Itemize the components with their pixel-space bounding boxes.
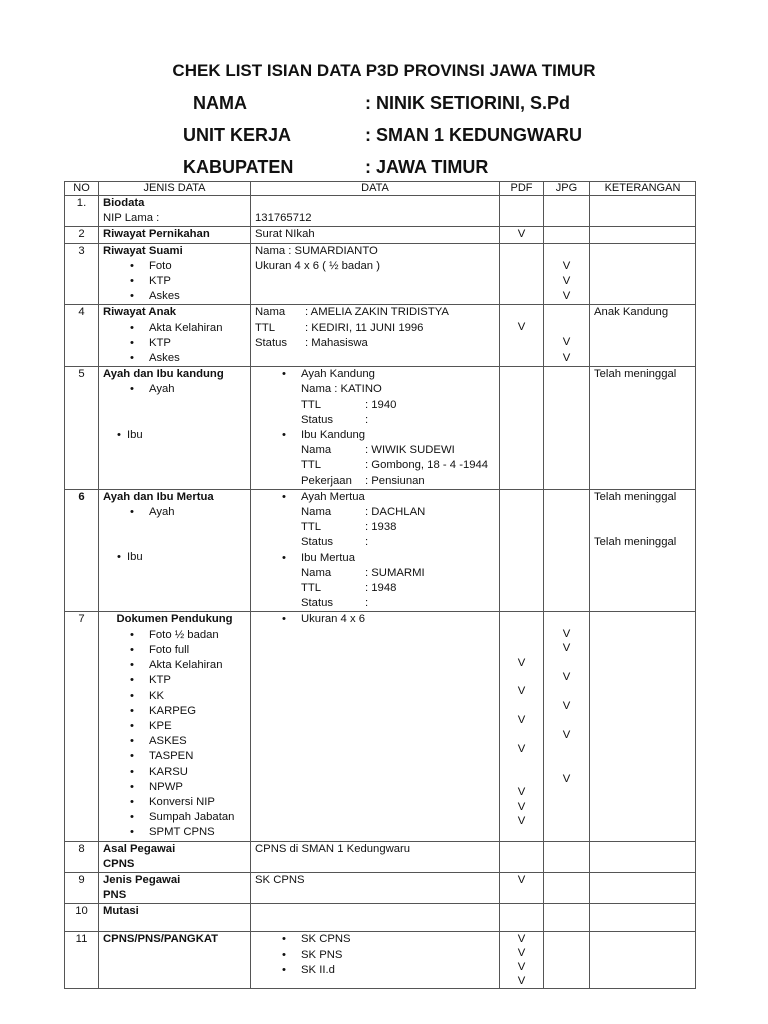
col-header-data: DATA [251,182,500,196]
header-value: : JAWA TIMUR [365,157,489,177]
header-row-kabupaten [0,157,768,181]
list-item: • KTP [103,673,246,688]
jpg-cell [544,932,590,989]
list-item: • Foto ½ badan [103,628,246,643]
jpg-check: V [562,290,571,303]
keterangan-cell [590,904,696,932]
data-field: TTL : 1938 [301,521,397,534]
jenis-data-cell [99,367,251,490]
data-subheading: • Ayah Kandung [255,367,495,382]
list-item: • KTP [103,336,246,351]
keterangan-cell [590,196,696,227]
row-title-2: CPNS [103,857,135,870]
keterangan-cell [590,872,696,903]
list-item: • Ibu [103,550,246,565]
row-title: Biodata [103,197,145,209]
row-number: 4 [65,305,99,367]
jpg-cell [544,872,590,903]
col-header-jenis-data: JENIS DATA [99,182,251,196]
data-value: CPNS di SMAN 1 Kedungwaru [251,841,500,872]
table-row [65,227,696,243]
pdf-cell [500,841,544,872]
data-field: Status : [301,536,369,549]
pdf-cell [500,612,544,841]
list-item: • KTP [103,274,246,289]
keterangan-cell [590,932,696,989]
list-item: • Konversi NIP [103,795,246,810]
jpg-check: V [562,259,571,272]
data-cell [251,904,500,932]
keterangan-cell [590,489,696,612]
pdf-check: V [517,714,526,727]
table-row [65,904,696,932]
table-row [65,196,696,227]
list-item: • Akta Kelahiran [103,321,246,336]
list-item: • ASKES [103,734,246,749]
table-row [65,489,696,612]
pdf-check: V [500,872,544,903]
data-field: Status : [301,597,369,610]
header-row-nama [0,93,768,117]
pdf-check: V [517,947,526,960]
data-value: Nama : KATINO [301,383,382,396]
list-item: • Foto [103,259,246,274]
list-item: • Foto full [103,643,246,658]
pdf-check [504,641,539,655]
data-subheading: • Ibu Mertua [255,551,495,566]
pdf-check: V [517,961,526,974]
list-item: • Askes [103,351,246,366]
page-title: CHEK LIST ISIAN DATA P3D PROVINSI JAWA TIMUR [172,61,596,80]
jpg-cell [544,489,590,612]
checklist-table [64,181,696,989]
list-item: • SK CPNS [255,932,495,947]
data-field: Status : [301,413,369,426]
pdf-check: V [517,685,526,698]
data-subheading: • Ibu Kandung [255,428,495,443]
jpg-cell [544,367,590,490]
pdf-check [504,612,539,626]
table-header-row [65,182,696,196]
pdf-check: V [517,814,526,827]
header-value: : NINIK SETIORINI, S.Pd [365,93,571,113]
pdf-check: V [517,656,526,669]
data-value: SK CPNS [251,872,500,903]
list-item: • SK PNS [255,948,495,963]
col-header-jpg: JPG [544,182,590,196]
jpg-check [548,714,585,729]
data-field: Pekerjaan : Pensiunan [301,474,425,487]
jpg-check [548,656,585,671]
pdf-cell [500,367,544,490]
header-label: KABUPATEN [183,157,294,177]
row-number: 3 [65,243,99,305]
row-title: Mutasi [99,904,251,932]
data-cell [251,367,500,490]
col-header-keterangan: KETERANGAN [590,182,696,196]
pdf-check: V [500,227,544,243]
jpg-check [548,685,585,700]
jpg-check [548,743,585,758]
header-value: : SMAN 1 KEDUNGWARU [365,125,583,145]
data-cell [251,489,500,612]
jpg-check: V [562,351,571,364]
jenis-data-cell [99,196,251,227]
pdf-check: V [517,743,526,755]
data-field: TTL : 1948 [301,582,397,595]
row-title: CPNS/PNS/PANGKAT [99,932,251,989]
pdf-check [504,728,539,742]
row-title: Riwayat Anak [103,306,177,319]
pdf-check: V [517,975,526,988]
jpg-check: V [562,642,571,655]
row-title: Dokumen Pendukung [116,613,233,626]
data-cell [251,932,500,989]
table-row [65,872,696,903]
data-field: Nama : DACHLAN [301,506,426,519]
row-title: Ayah dan Ibu Mertua [103,490,214,503]
jpg-check: V [562,700,571,713]
row-number: 6 [65,489,99,612]
list-item: • Askes [103,289,246,304]
jpg-cell [544,196,590,227]
keterangan-value: Telah meninggal [590,367,696,490]
jenis-data-cell [99,243,251,305]
list-item: • Akta Kelahiran [103,658,246,673]
jpg-check: V [562,627,571,640]
data-field: TTL : 1940 [301,398,397,411]
list-item: • KARPEG [103,704,246,719]
keterangan-value: Anak Kandung [590,305,696,367]
data-field: TTL : Gombong, 18 - 4 -1944 [301,459,489,472]
row-title: Jenis Pegawai [103,873,181,886]
keterangan-value: Telah meninggal [594,490,677,503]
data-subheading: • Ayah Mertua [255,490,495,505]
row-number: 1. [65,196,99,227]
list-item: • TASPEN [103,749,246,764]
list-item: • KARSU [103,765,246,780]
pdf-check [504,771,539,785]
data-field: Nama : SUMARMI [301,566,425,579]
jpg-cell [544,841,590,872]
jpg-check: V [562,274,571,287]
table-row [65,243,696,305]
data-value: • Ukuran 4 x 6 [255,612,495,627]
jpg-cell [544,227,590,243]
list-item: • Ayah [103,382,246,397]
row-title: Riwayat Suami [103,244,183,257]
table-row [65,367,696,490]
data-field: Nama : AMELIA ZAKIN TRIDISTYA [255,306,449,319]
col-header-pdf: PDF [500,182,544,196]
jpg-check: V [562,772,571,785]
pdf-cell [500,305,544,367]
row-number: 7 [65,612,99,841]
table-row [65,841,696,872]
data-value: Ukuran 4 x 6 ( ½ badan ) [255,259,380,272]
row-title: Ayah dan Ibu kandung [103,368,224,381]
table-row [65,612,696,841]
list-item: • SPMT CPNS [103,825,246,840]
data-value: Surat NIkah [251,227,500,243]
list-item: • KPE [103,719,246,734]
jenis-data-cell [99,612,251,841]
row-subtitle: NIP Lama : [103,212,160,225]
keterangan-cell [590,841,696,872]
jpg-check [548,757,585,772]
jpg-check: V [562,336,571,349]
keterangan-cell [590,243,696,305]
pdf-check: V [517,321,526,334]
header-label: UNIT KERJA [183,125,292,145]
data-field: Nama : WIWIK SUDEWI [301,444,455,457]
row-number: 11 [65,932,99,989]
list-item: • SK II.d [255,963,495,978]
pdf-cell [500,243,544,305]
pdf-check [504,627,539,641]
list-item: • NPWP [103,780,246,795]
list-item: • Ibu [103,428,246,443]
row-title-2: PNS [103,889,127,902]
data-cell [251,305,500,367]
jpg-cell [544,243,590,305]
pdf-check [504,756,539,770]
jenis-data-cell [99,489,251,612]
pdf-check: V [517,933,526,946]
row-title: Riwayat Pernikahan [99,227,251,243]
pdf-cell [500,904,544,932]
keterangan-value: Telah meninggal [594,536,677,549]
header-row-unit-kerja [0,125,768,149]
data-cell [251,612,500,841]
col-header-no: NO [65,182,99,196]
row-title: Asal Pegawai [103,842,176,855]
row-number: 9 [65,872,99,903]
jpg-cell [544,612,590,841]
pdf-check: V [517,800,526,813]
pdf-cell [500,932,544,989]
list-item: • KK [103,689,246,704]
list-item: • Sumpah Jabatan [103,810,246,825]
row-number: 2 [65,227,99,243]
row-number: 8 [65,841,99,872]
keterangan-cell [590,227,696,243]
pdf-check [504,699,539,713]
row-number: 10 [65,904,99,932]
data-value: Nama : SUMARDIANTO [255,244,378,257]
pdf-cell [500,489,544,612]
table-row [65,305,696,367]
jenis-data-cell [99,872,251,903]
jpg-check: V [562,729,571,742]
jenis-data-cell [99,841,251,872]
jpg-cell [544,904,590,932]
header-label: NAMA [193,93,247,113]
list-item: • Ayah [103,505,246,520]
data-cell [251,196,500,227]
row-number: 5 [65,367,99,490]
data-field: Status : Mahasiswa [255,336,368,349]
data-value: 131765712 [255,212,312,224]
pdf-check [504,670,539,684]
jpg-check [548,612,585,627]
jpg-check: V [562,671,571,684]
data-cell [251,243,500,305]
pdf-cell [500,196,544,227]
table-row [65,932,696,989]
jpg-cell [544,305,590,367]
keterangan-cell [590,612,696,841]
pdf-check: V [517,786,526,799]
data-field: TTL : KEDIRI, 11 JUNI 1996 [255,321,424,334]
jenis-data-cell [99,305,251,367]
